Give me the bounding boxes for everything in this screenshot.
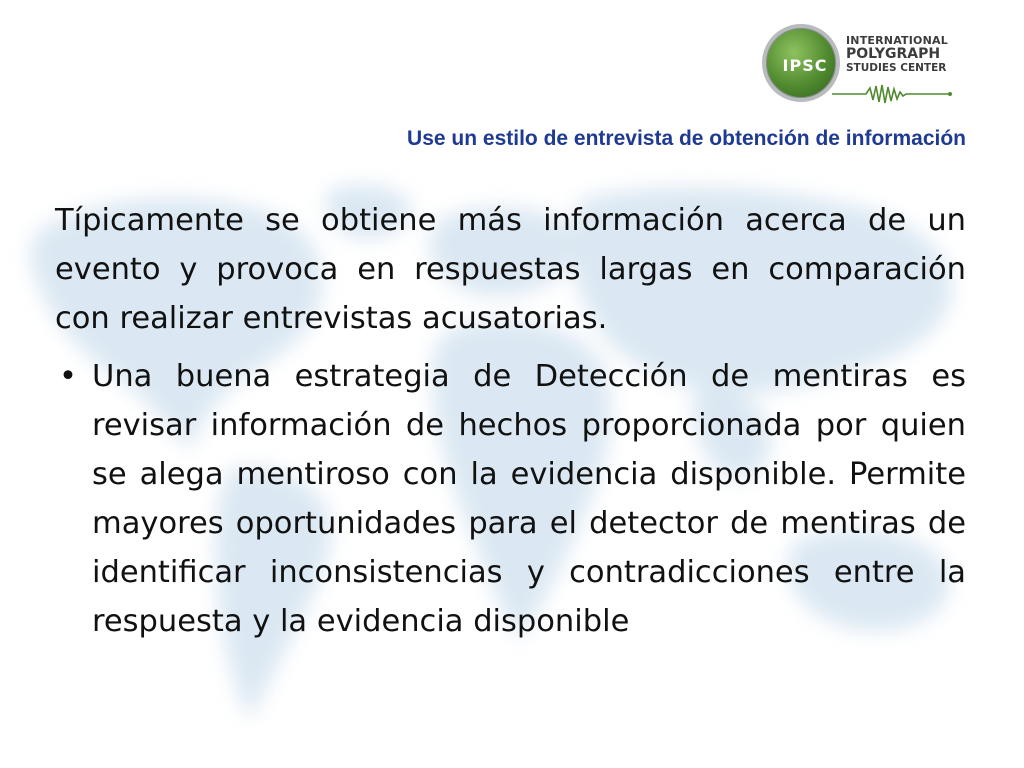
- slide-body: [55, 196, 966, 646]
- slide-subtitle: Use un estilo de entrevista de obtención de información: [407, 127, 966, 150]
- ipsc-logo: [762, 24, 952, 108]
- bullet-marker: •: [59, 359, 77, 394]
- bullet-text: Una buena estrategia de Detección de mentiras es revisar información de hechos proporcionada por quien se alega mentiroso con la evidencia disponible. Permite mayores oportunidades para el detector de mentiras de identificar inconsistencias y contradicciones entre la respuesta y la evidencia disponible: [92, 359, 966, 639]
- logo-line-international: INTERNATIONAL: [846, 34, 948, 47]
- logo-monogram: IPSC: [782, 56, 828, 75]
- logo-wordmark: [846, 34, 948, 75]
- bullet-item: [55, 352, 966, 646]
- intro-paragraph: Típicamente se obtiene más información acerca de un evento y provoca en respuestas largas en comparación con realizar entrevistas acusatorias.: [55, 203, 966, 336]
- logo-line-polygraph: POLYGRAPH: [846, 46, 941, 62]
- ipsc-logo-icon: [762, 24, 840, 102]
- polygraph-wave-icon: [832, 82, 952, 106]
- logo-line-studies-center: STUDIES CENTER: [846, 62, 947, 74]
